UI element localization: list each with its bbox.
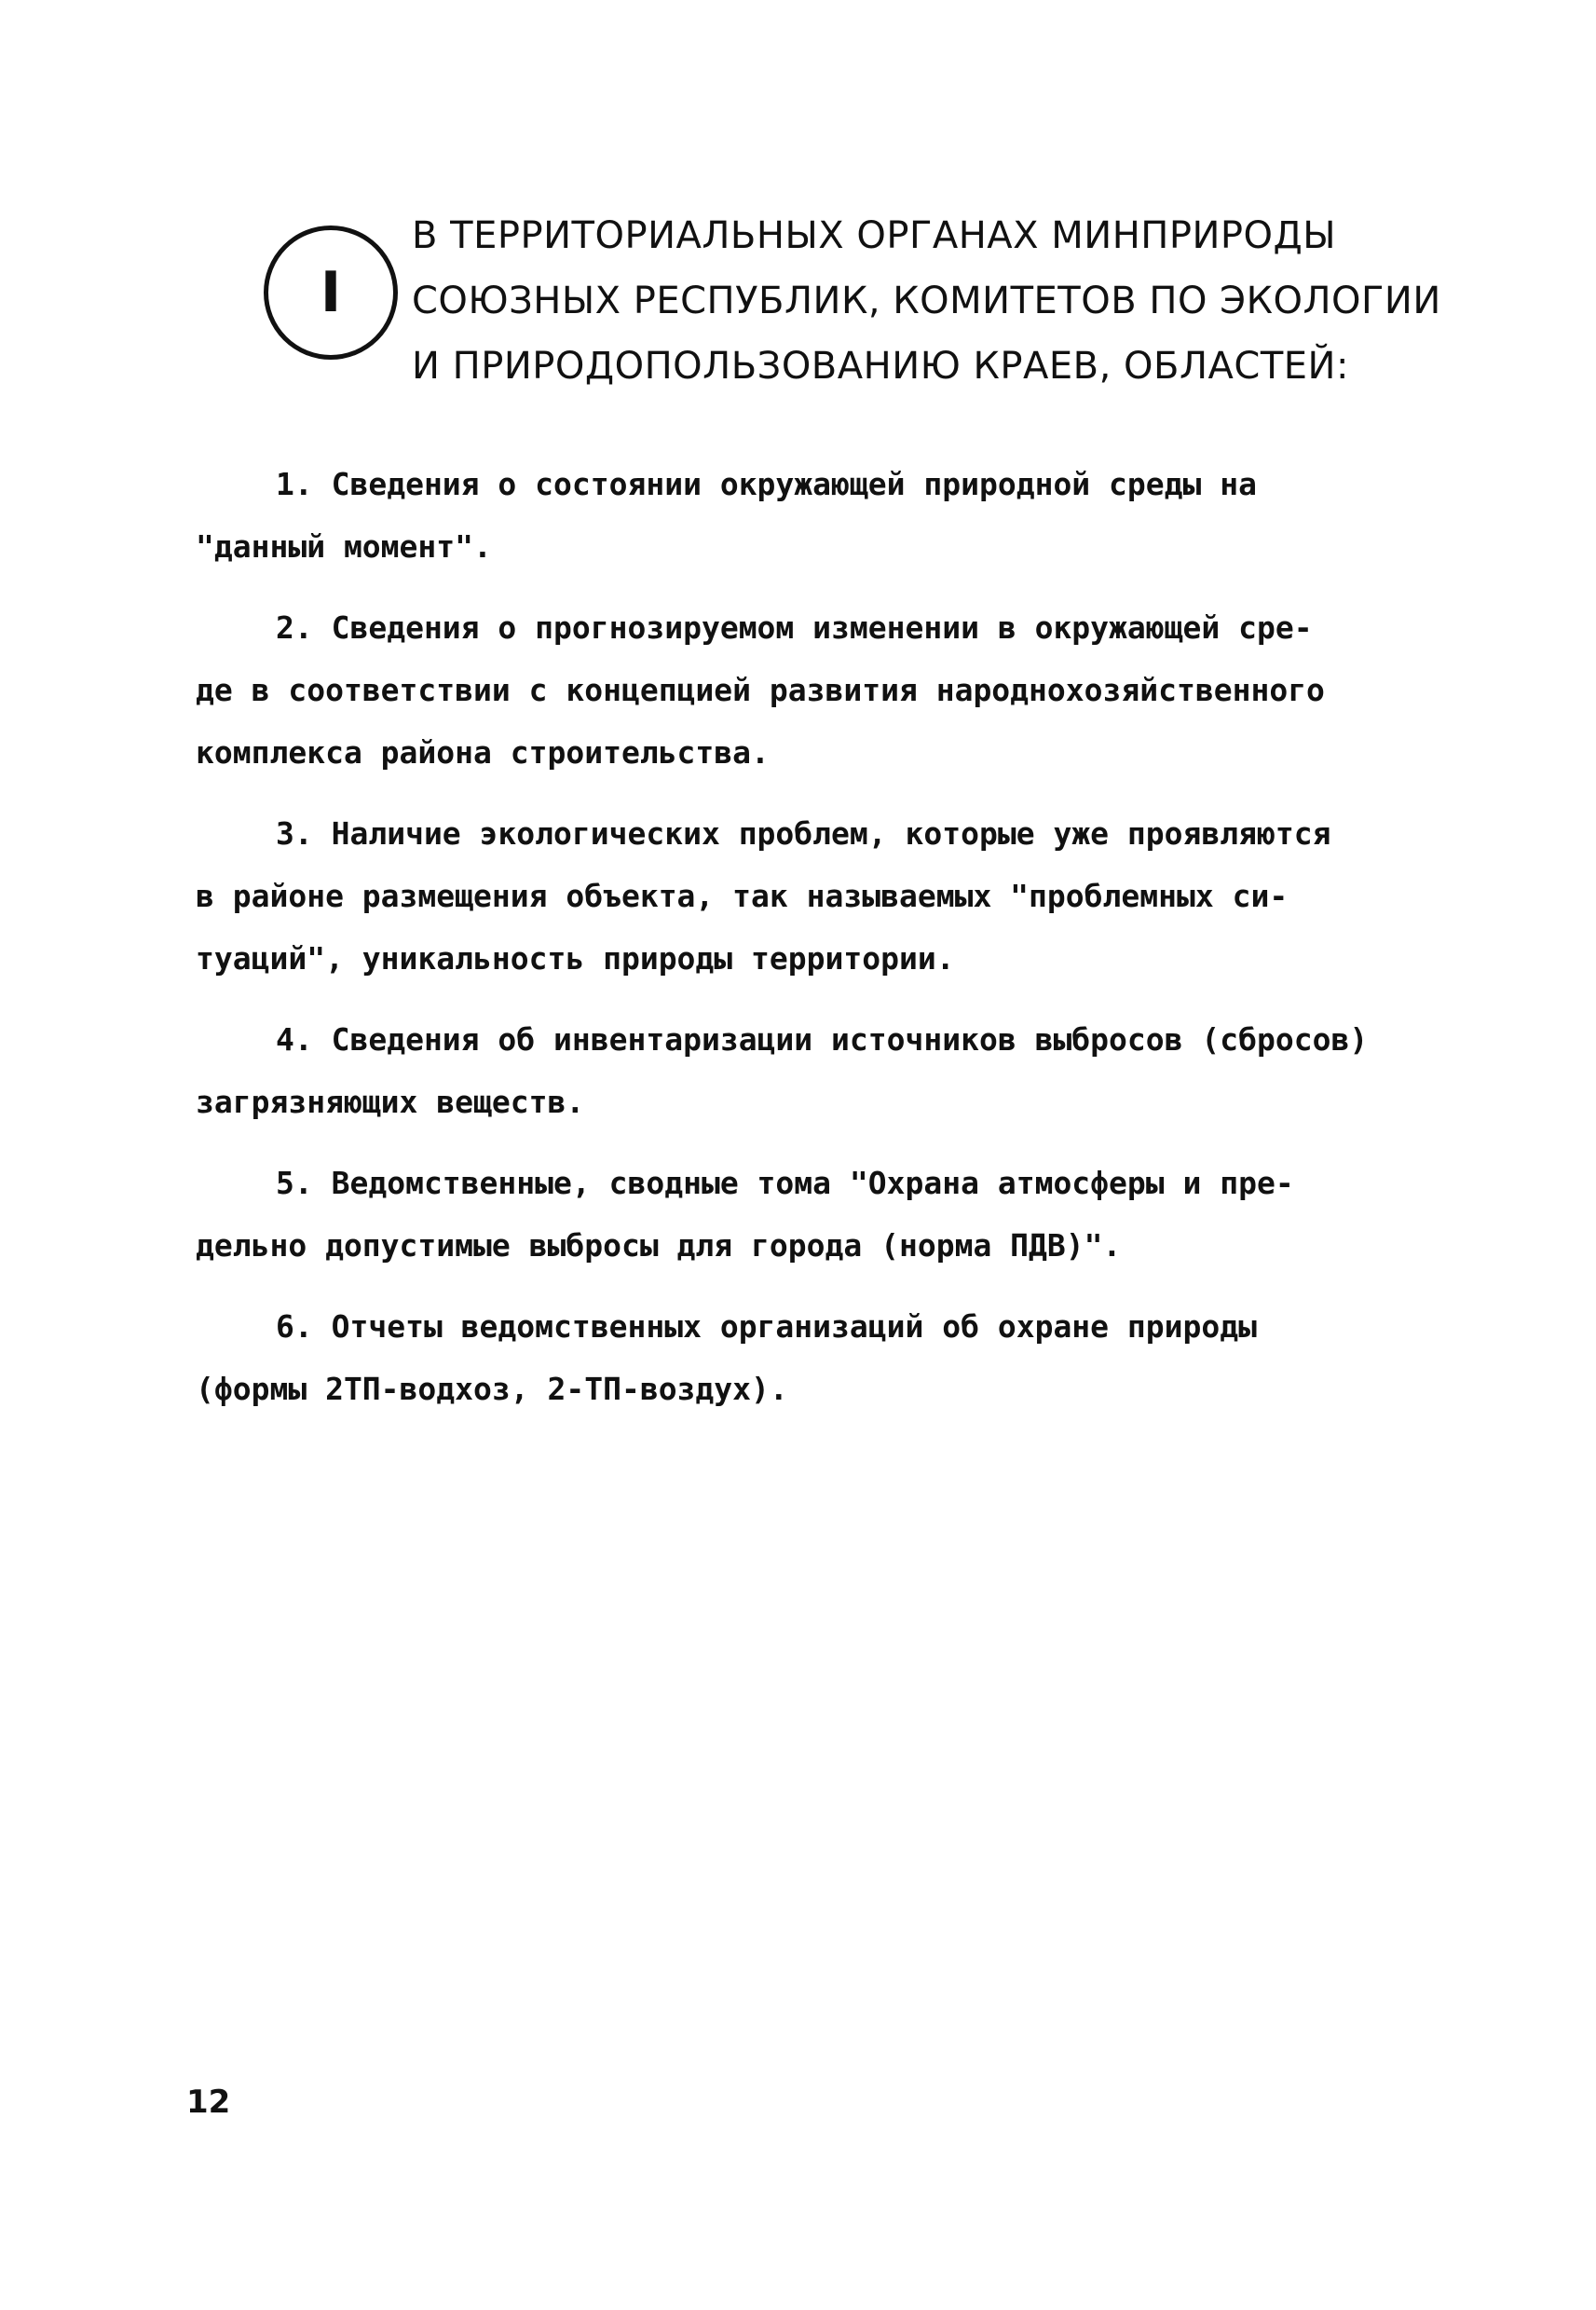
item-line: 2. Сведения о прогнозируемом изменении в окружающей сре-	[276, 609, 1313, 646]
item-line: де в соответствии с концепцией развития народнохозяйственного	[196, 672, 1325, 708]
item-line: 6. Отчеты ведомственных организаций об охране природы	[276, 1308, 1257, 1345]
item-line: "данный момент".	[196, 528, 492, 565]
item-line: комплекса района строительства.	[196, 734, 770, 771]
heading-line: И ПРИРОДОПОЛЬЗОВАНИЮ КРАЕВ, ОБЛАСТЕЙ:	[412, 345, 1349, 388]
item-line: 1. Сведения о состоянии окружающей природной среды на	[276, 466, 1257, 502]
item-line: 3. Наличие экологических проблем, которые уже проявляются	[276, 815, 1331, 852]
section-number: I	[320, 260, 342, 325]
item-line: (формы 2ТП-водхоз, 2-ТП-воздух).	[196, 1371, 788, 1407]
page-number: 12	[186, 2084, 231, 2121]
list-item	[196, 596, 1435, 784]
item-line: загрязняющих веществ.	[196, 1084, 585, 1120]
list-item	[196, 1008, 1435, 1133]
list-item	[196, 1295, 1435, 1420]
list-item	[196, 802, 1435, 990]
items-list	[196, 453, 1435, 1439]
item-line: дельно допустимые выбросы для города (норма ПДВ)".	[196, 1227, 1122, 1264]
heading-line: В ТЕРРИТОРИАЛЬНЫХ ОРГАНАХ МИНПРИРОДЫ	[412, 214, 1337, 257]
item-line: 4. Сведения об инвентаризации источников выбросов (сбросов)	[276, 1021, 1369, 1058]
list-item	[196, 453, 1435, 578]
list-item	[196, 1152, 1435, 1277]
item-line: в районе размещения объекта, так называемых "проблемных си-	[196, 878, 1289, 914]
section-heading	[412, 203, 1511, 399]
item-line: 5. Ведомственные, сводные тома "Охрана атмосферы и пре-	[276, 1165, 1294, 1201]
section-number-badge	[264, 226, 398, 360]
item-line: туаций", уникальность природы территории.	[196, 940, 955, 977]
heading-line: СОЮЗНЫХ РЕСПУБЛИК, КОМИТЕТОВ ПО ЭКОЛОГИИ	[412, 280, 1441, 322]
